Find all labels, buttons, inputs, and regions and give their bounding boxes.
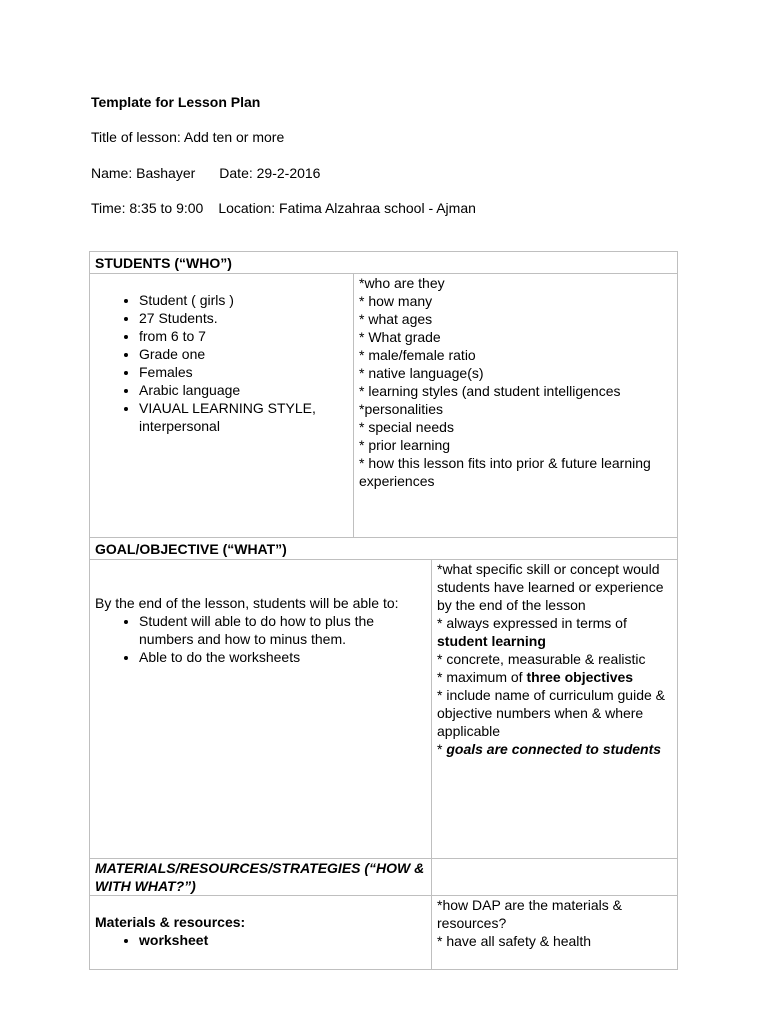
hint-line: * special needs (359, 419, 454, 435)
goal-header-row (90, 538, 678, 560)
list-item: • Student ( girls ) (139, 291, 348, 309)
hint-line: * goals are connected to students (437, 741, 662, 757)
list-item: • VIAUAL LEARNING STYLE, interpersonal (139, 399, 348, 435)
hint-line: * what ages (359, 311, 433, 327)
list-item: • Student will able to do how to plus the numbers and how to minus them. (139, 612, 426, 648)
hint-line: * learning styles (and student intelligences (359, 383, 621, 399)
materials-heading: MATERIALS/RESOURCES/STRATEGIES (“HOW & WITH WHAT?”) (90, 859, 432, 896)
list-item: • Females (139, 363, 348, 381)
list-item: • Grade one (139, 345, 348, 363)
hint-line: * What grade (359, 329, 441, 345)
students-body-row (90, 274, 678, 538)
hint-line: * male/female ratio (359, 347, 476, 363)
hint-line: * maximum of three objectives (437, 669, 634, 685)
students-list (95, 291, 348, 435)
students-table (89, 251, 678, 538)
goal-heading: GOAL/OBJECTIVE (“WHAT”) (90, 538, 678, 560)
materials-hints-cell (432, 896, 678, 970)
hint-line: * how many (359, 293, 433, 309)
document-title: Template for Lesson Plan (91, 94, 261, 110)
time-location-line (91, 199, 476, 217)
materials-body-row (90, 896, 678, 970)
lesson-date: Date: 29-2-2016 (219, 165, 321, 181)
hint-line: * always expressed in terms of student learning (437, 615, 627, 649)
hint-line: * have all safety & health (437, 933, 592, 949)
hint-line: * concrete, measurable & realistic (437, 651, 646, 667)
name-date-line (91, 164, 320, 182)
materials-header-empty-cell (432, 859, 678, 896)
hint-line: *what specific skill or concept would students have learned or experience by the end of the lesson (437, 561, 664, 613)
list-item: • 27 Students. (139, 309, 348, 327)
lesson-title: Title of lesson: Add ten or more (91, 129, 285, 145)
hint-line: * include name of curriculum guide & objective numbers when & where applicable (437, 687, 666, 739)
teacher-name: Name: Bashayer (91, 165, 196, 181)
materials-details-cell (90, 896, 432, 970)
goal-body-row (90, 560, 678, 859)
goal-details-cell (90, 560, 432, 859)
goal-intro: By the end of the lesson, students will be able to: (95, 595, 399, 611)
materials-header-row (90, 859, 678, 896)
list-item: • Able to do the worksheets (139, 648, 426, 666)
hint-line: * prior learning (359, 437, 451, 453)
hint-line: * native language(s) (359, 365, 484, 381)
hint-line: *personalities (359, 401, 444, 417)
goal-list (95, 612, 426, 666)
hint-line: * how this lesson fits into prior & future learning experiences (359, 455, 651, 489)
list-item: • worksheet (139, 931, 426, 949)
goal-hints-cell (432, 560, 678, 859)
students-hints-cell (354, 274, 678, 538)
materials-label: Materials & resources: (95, 914, 246, 930)
hint-line: *who are they (359, 275, 445, 291)
students-details-cell (90, 274, 354, 538)
lesson-time: Time: 8:35 to 9:00 (91, 200, 204, 216)
students-heading: STUDENTS (“WHO”) (90, 252, 678, 274)
list-item: • from 6 to 7 (139, 327, 348, 345)
hint-line: *how DAP are the materials & resources? (437, 897, 622, 931)
students-header-row (90, 252, 678, 274)
lesson-location: Location: Fatima Alzahraa school - Ajman (218, 200, 476, 216)
goal-materials-table (89, 537, 678, 970)
list-item: • Arabic language (139, 381, 348, 399)
materials-list (95, 931, 426, 949)
